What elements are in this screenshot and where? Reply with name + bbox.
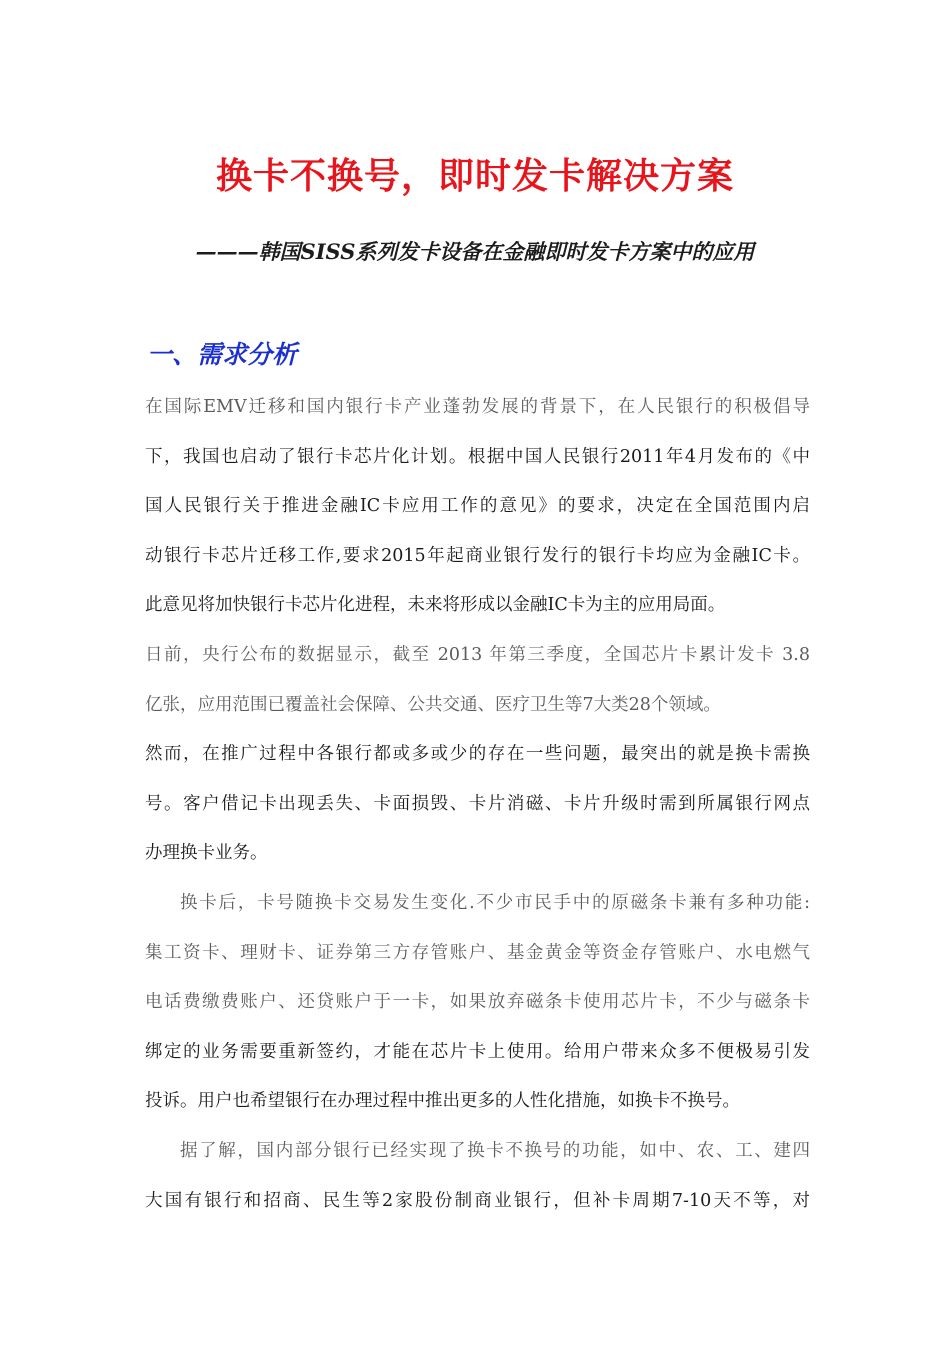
body-line: 然而，在推广过程中各银行都或多或少的存在一些问题，最突出的就是换卡需换 xyxy=(145,744,810,765)
body-line: 绑定的业务需要重新签约，才能在芯片卡上使用。给用户带来众多不便极易引发 xyxy=(145,1041,810,1062)
body-line: 大国有银行和招商、民生等2家股份制商业银行，但补卡周期7-10天不等，对 xyxy=(145,1190,810,1211)
body-line: 电话费缴费账户、还贷账户于一卡，如果放弃磁条卡使用芯片卡，不少与磁条卡 xyxy=(145,992,810,1013)
body-line: 亿张，应用范围已覆盖社会保障、公共交通、医疗卫生等7大类28个领域。 xyxy=(145,694,721,715)
body-line: 动银行卡芯片迁移工作,要求2015年起商业银行发行的银行卡均应为金融IC卡。 xyxy=(145,545,810,566)
body-line: 国人民银行关于推进金融IC卡应用工作的意见》的要求，决定在全国范围内启 xyxy=(145,496,810,517)
section-body xyxy=(145,383,810,1226)
body-line: 据了解，国内部分银行已经实现了换卡不换号的功能，如中、农、工、建四 xyxy=(180,1140,810,1161)
body-line: 集工资卡、理财卡、证券第三方存管账户、基金黄金等资金存管账户、水电燃气 xyxy=(145,942,810,963)
body-line: 下，我国也启动了银行卡芯片化计划。根据中国人民银行2011年4月发布的《中 xyxy=(145,446,810,467)
body-line: 投诉。用户也希望银行在办理过程中推出更多的人性化措施，如换卡不换号。 xyxy=(145,1091,740,1112)
body-line: 在国际EMV迁移和国内银行卡产业蓬勃发展的背景下，在人民银行的积极倡导 xyxy=(145,397,810,417)
body-line: 此意见将加快银行卡芯片化进程，未来将形成以金融IC卡为主的应用局面。 xyxy=(145,595,726,616)
body-line: 办理换卡业务。 xyxy=(145,843,268,864)
section-heading: 一、需求分析 xyxy=(147,340,298,369)
body-line: 号。客户借记卡出现丢失、卡面损毁、卡片消磁、卡片升级时需到所属银行网点 xyxy=(145,793,810,814)
document-subtitle: ———韩国SISS系列发卡设备在金融即时发卡方案中的应用 xyxy=(195,239,755,264)
document-title: 换卡不换号，即时发卡解决方案 xyxy=(215,156,734,197)
body-line: 日前，央行公布的数据显示，截至 2013 年第三季度，全国芯片卡累计发卡 3.8 xyxy=(145,644,810,665)
body-line: 换卡后，卡号随换卡交易发生变化.不少市民手中的原磁条卡兼有多种功能: xyxy=(180,892,810,913)
